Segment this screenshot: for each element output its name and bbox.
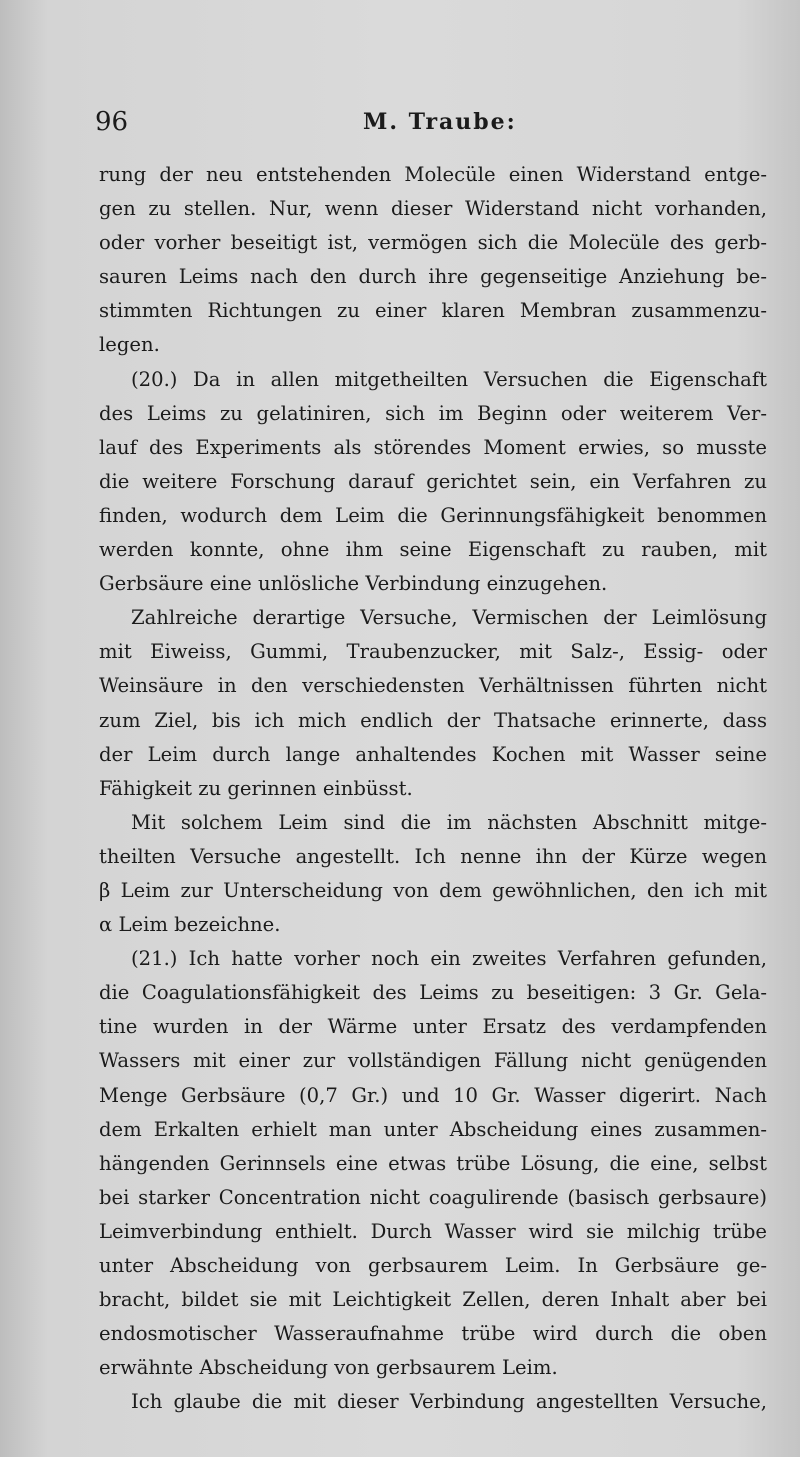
text-line: erwähnte Abscheidung von gerbsaurem Leim.: [99, 1356, 558, 1380]
body-text: [99, 158, 767, 1419]
text-line: oder vorher beseitigt ist, vermögen sich die Molecüle des gerb-: [99, 231, 767, 255]
text-line: stimmten Richtungen zu einer klaren Membran zusammenzu-: [99, 299, 767, 323]
text-line: Ich glaube die mit dieser Verbindung angestellten Versuche,: [131, 1390, 767, 1414]
text-line: der Leim durch lange anhaltendes Kochen mit Wasser seine: [99, 742, 767, 766]
text-line: hängenden Gerinnsels eine etwas trübe Lösung, die eine, selbst: [99, 1151, 767, 1175]
text-line: bei starker Concentration nicht coagulirende (basisch gerbsaure): [99, 1185, 767, 1209]
text-line: α Leim bezeichne.: [99, 913, 281, 937]
text-line: Weinsäure in den verschiedensten Verhältnissen führten nicht: [99, 674, 767, 698]
text-line: Wassers mit einer zur vollständigen Fällung nicht genügenden: [99, 1049, 767, 1073]
text-line: des Leims zu gelatiniren, sich im Beginn oder weiterem Ver-: [99, 401, 767, 425]
text-line: die weitere Forschung darauf gerichtet sein, ein Verfahren zu: [99, 469, 767, 493]
text-line: bracht, bildet sie mit Leichtigkeit Zellen, deren Inhalt aber bei: [99, 1288, 767, 1312]
text-line: sauren Leims nach den durch ihre gegenseitige Anziehung be-: [99, 265, 767, 289]
text-line: Zahlreiche derartige Versuche, Vermischen der Leimlösung: [131, 606, 767, 630]
running-head: M. Traube:: [363, 109, 517, 135]
text-line: Gerbsäure eine unlösliche Verbindung einzugehen.: [99, 572, 608, 596]
text-line: endosmotischer Wasseraufnahme trübe wird durch die oben: [99, 1322, 767, 1346]
text-line: rung der neu entstehenden Molecüle einen Widerstand entge-: [99, 163, 767, 186]
text-line: tine wurden in der Wärme unter Ersatz des verdampfenden: [99, 1015, 767, 1039]
text-line: die Coagulationsfähigkeit des Leims zu beseitigen: 3 Gr. Gela-: [99, 981, 767, 1005]
text-line: gen zu stellen. Nur, wenn dieser Widerstand nicht vorhanden,: [99, 197, 767, 221]
text-line: Mit solchem Leim sind die im nächsten Abschnitt mitge-: [131, 810, 767, 834]
text-line: unter Abscheidung von gerbsaurem Leim. In Gerbsäure ge-: [99, 1254, 767, 1277]
text-line: werden konnte, ohne ihm seine Eigenschaft zu rauben, mit: [99, 538, 767, 562]
text-line: zum Ziel, bis ich mich endlich der Thatsache erinnerte, dass: [99, 708, 767, 732]
text-line: (21.) Ich hatte vorher noch ein zweites Verfahren gefunden,: [131, 947, 767, 971]
page-number: 96: [95, 107, 129, 137]
text-line: legen.: [99, 333, 160, 357]
text-line: (20.) Da in allen mitgetheilten Versuchen die Eigenschaft: [131, 367, 767, 391]
page-header: [95, 104, 775, 140]
text-line: mit Eiweiss, Gummi, Traubenzucker, mit Salz-, Essig- oder: [99, 640, 767, 664]
text-line: β Leim zur Unterscheidung von dem gewöhnlichen, den ich mit: [99, 878, 767, 902]
text-line: finden, wodurch dem Leim die Gerinnungsfähigkeit benommen: [99, 503, 767, 527]
text-line: Leimverbindung enthielt. Durch Wasser wird sie milchig trübe: [99, 1219, 767, 1243]
text-line: Fähigkeit zu gerinnen einbüsst.: [99, 776, 413, 800]
text-line: dem Erkalten erhielt man unter Abscheidung eines zusammen-: [99, 1117, 767, 1141]
text-line: lauf des Experiments als störendes Moment erwies, so musste: [99, 435, 767, 459]
text-line: theilten Versuche angestellt. Ich nenne ihn der Kürze wegen: [99, 844, 767, 868]
text-line: Menge Gerbsäure (0,7 Gr.) und 10 Gr. Wasser digerirt. Nach: [99, 1083, 767, 1107]
